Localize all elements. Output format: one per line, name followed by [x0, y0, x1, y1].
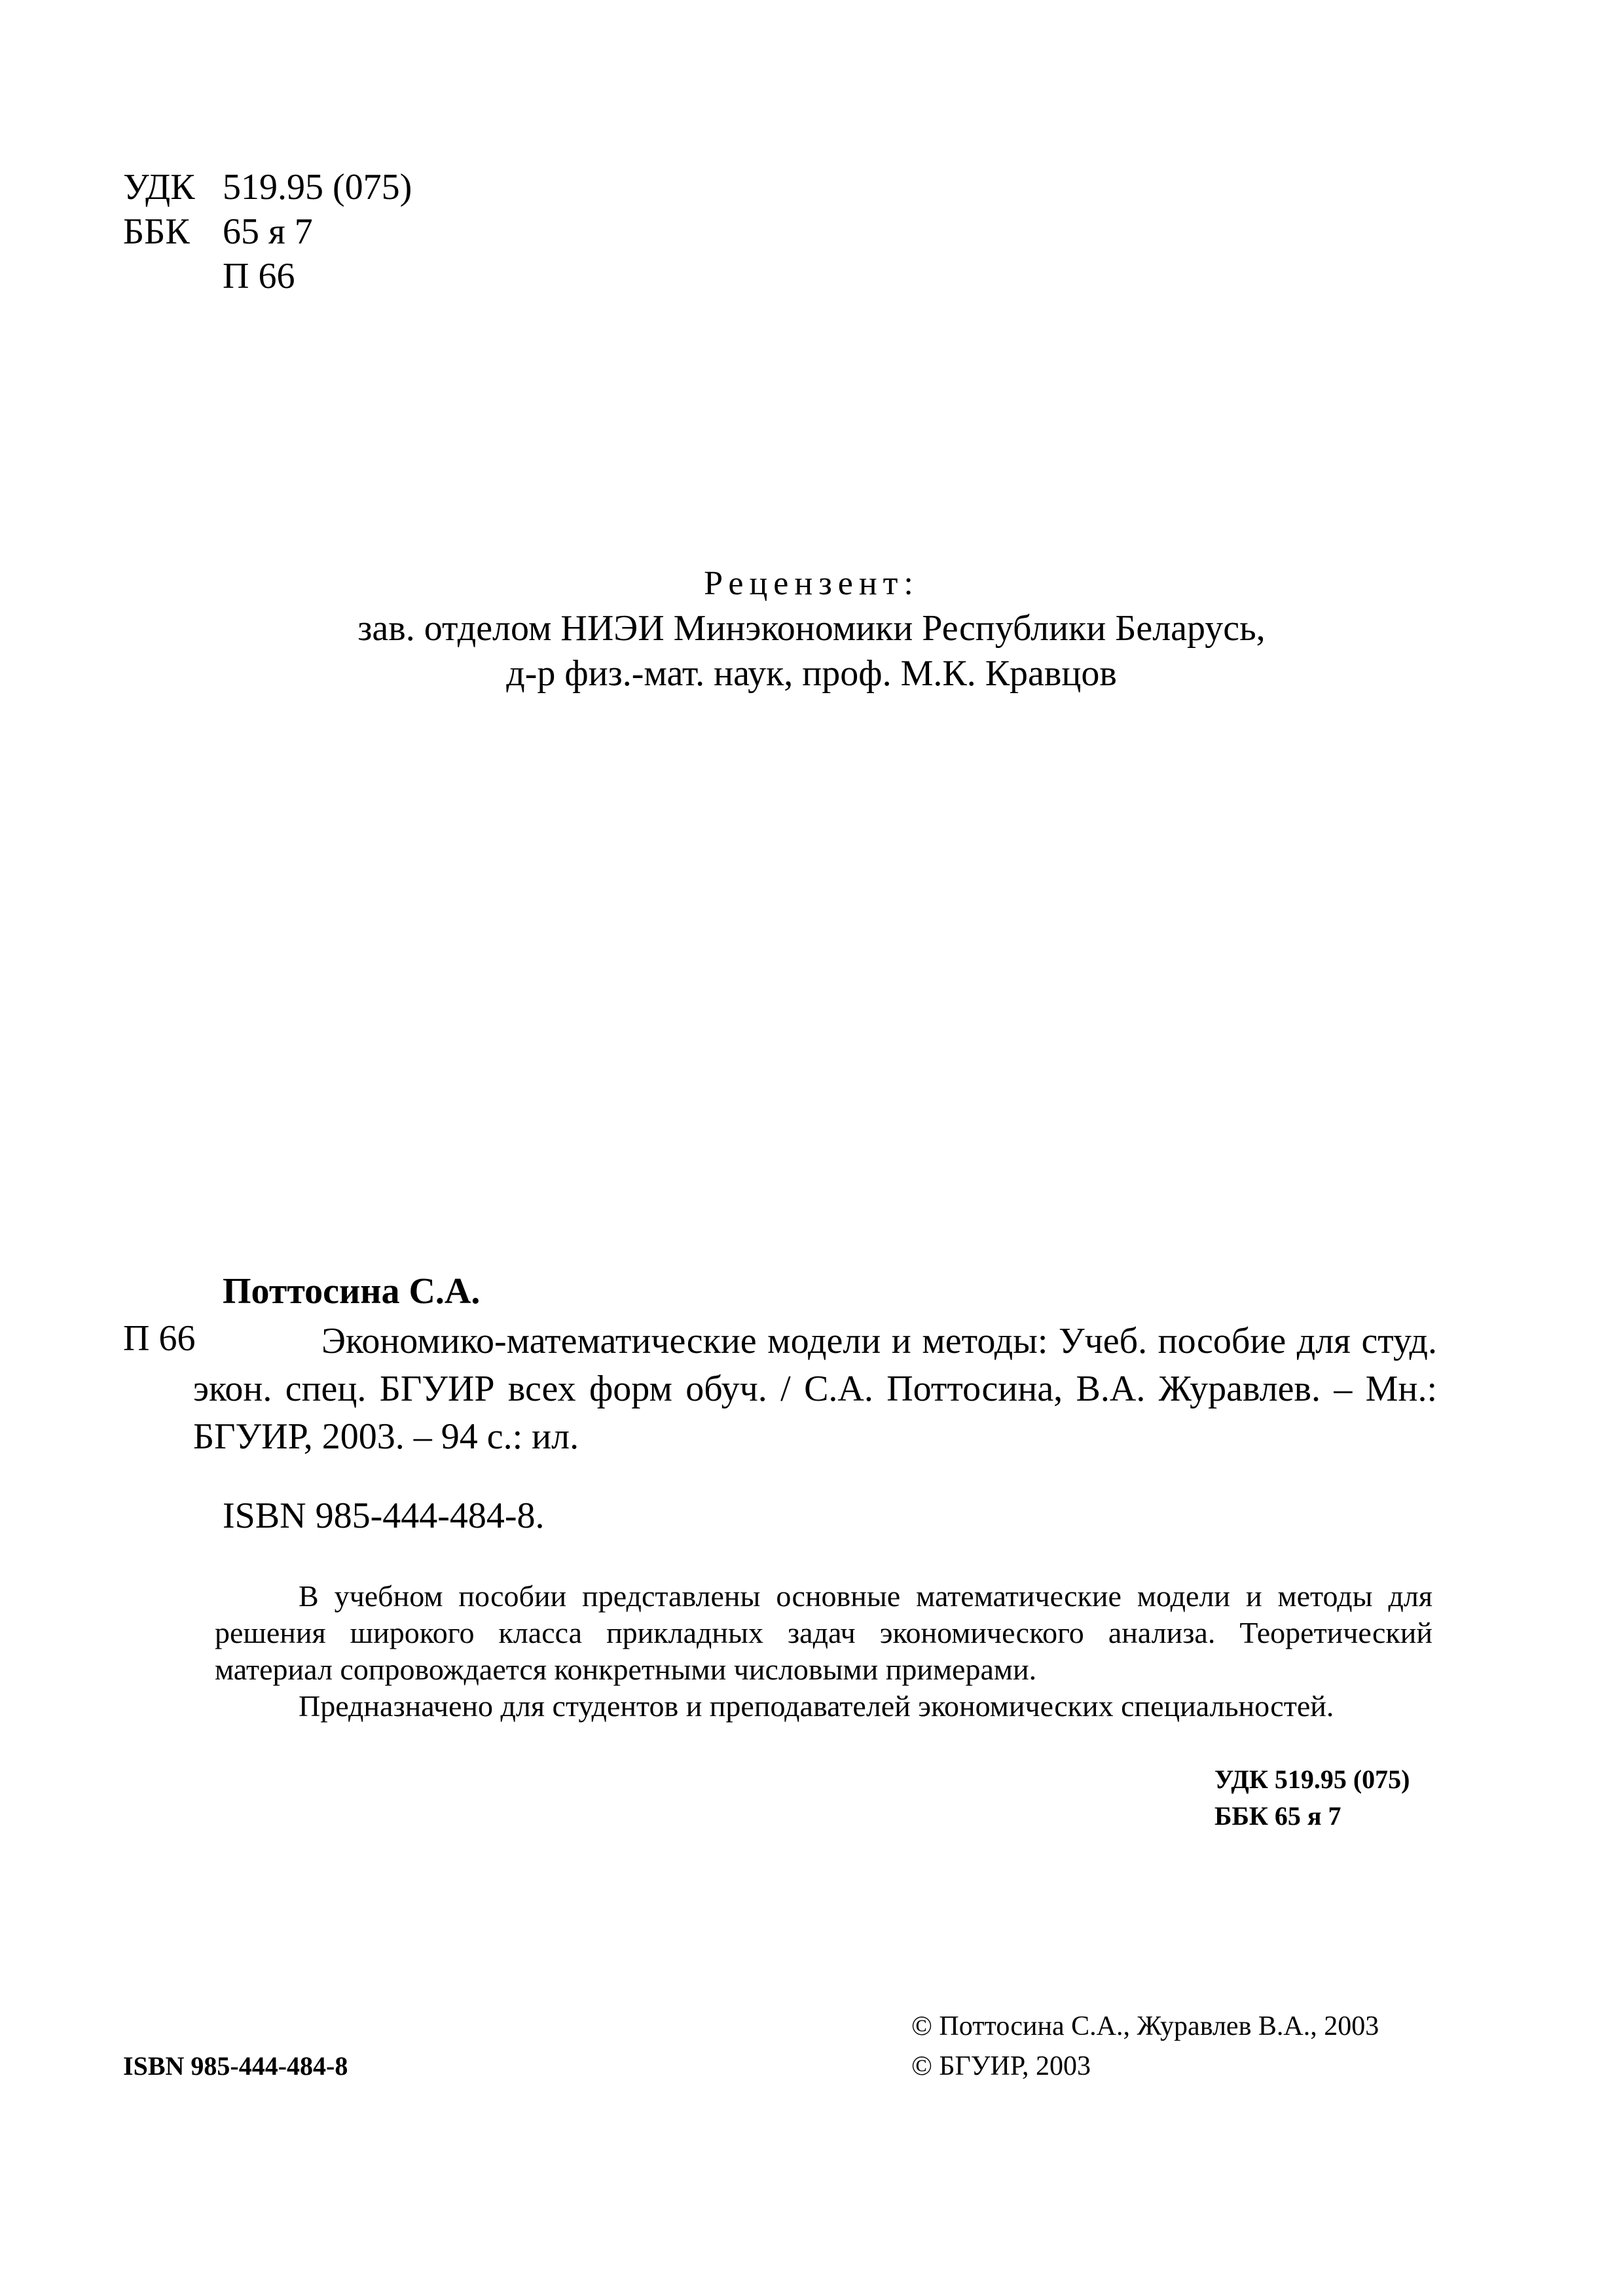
- bbk-bottom: ББК 65 я 7: [1214, 1801, 1341, 1831]
- bib-isbn: ISBN 985-444-484-8.: [223, 1496, 545, 1536]
- reviewer-title: Рецензент:: [704, 565, 919, 602]
- bbk-value: 65 я 7: [223, 211, 313, 252]
- bib-description: Экономико-математические модели и методы: Учеб. пособие для студ. экон. спец. БГУИР всех форм обуч. / С.А. Поттосина, В.А. Журавлев. – Мн.: БГУИР, 2003. – 94 с.: ил.: [193, 1321, 1437, 1457]
- copyright-publisher: © БГУИР, 2003: [911, 2051, 1091, 2081]
- reviewer-line-1: зав. отделом НИЭИ Минэкономики Республики Беларусь,: [357, 608, 1266, 649]
- udk-value: 519.95 (075): [223, 167, 412, 207]
- udk-label: УДК: [123, 167, 195, 207]
- bib-call-number: П 66: [123, 1318, 196, 1359]
- reviewer-line-2: д-р физ.-мат. наук, проф. М.К. Кравцов: [506, 653, 1117, 694]
- bbk-label: ББК: [123, 211, 190, 252]
- footer-isbn: ISBN 985-444-484-8: [123, 2051, 348, 2081]
- copyright-authors: © Поттосина С.А., Журавлев В.А., 2003: [911, 2011, 1379, 2041]
- annotation-paragraph-2: Предназначено для студентов и преподавателей экономических специальностей.: [299, 1689, 1334, 1723]
- author-mark: П 66: [223, 256, 295, 296]
- annotation-paragraph-1: В учебном пособии представлены основные математические модели и методы для решения широкого класса прикладных задач экономического анализа. Теоретический материал сопровождается конкретными числовыми примерами.: [215, 1579, 1432, 1686]
- annotation: [215, 1578, 1432, 1725]
- udk-bottom: УДК 519.95 (075): [1214, 1765, 1410, 1794]
- bib-author: Поттосина С.А.: [223, 1271, 481, 1312]
